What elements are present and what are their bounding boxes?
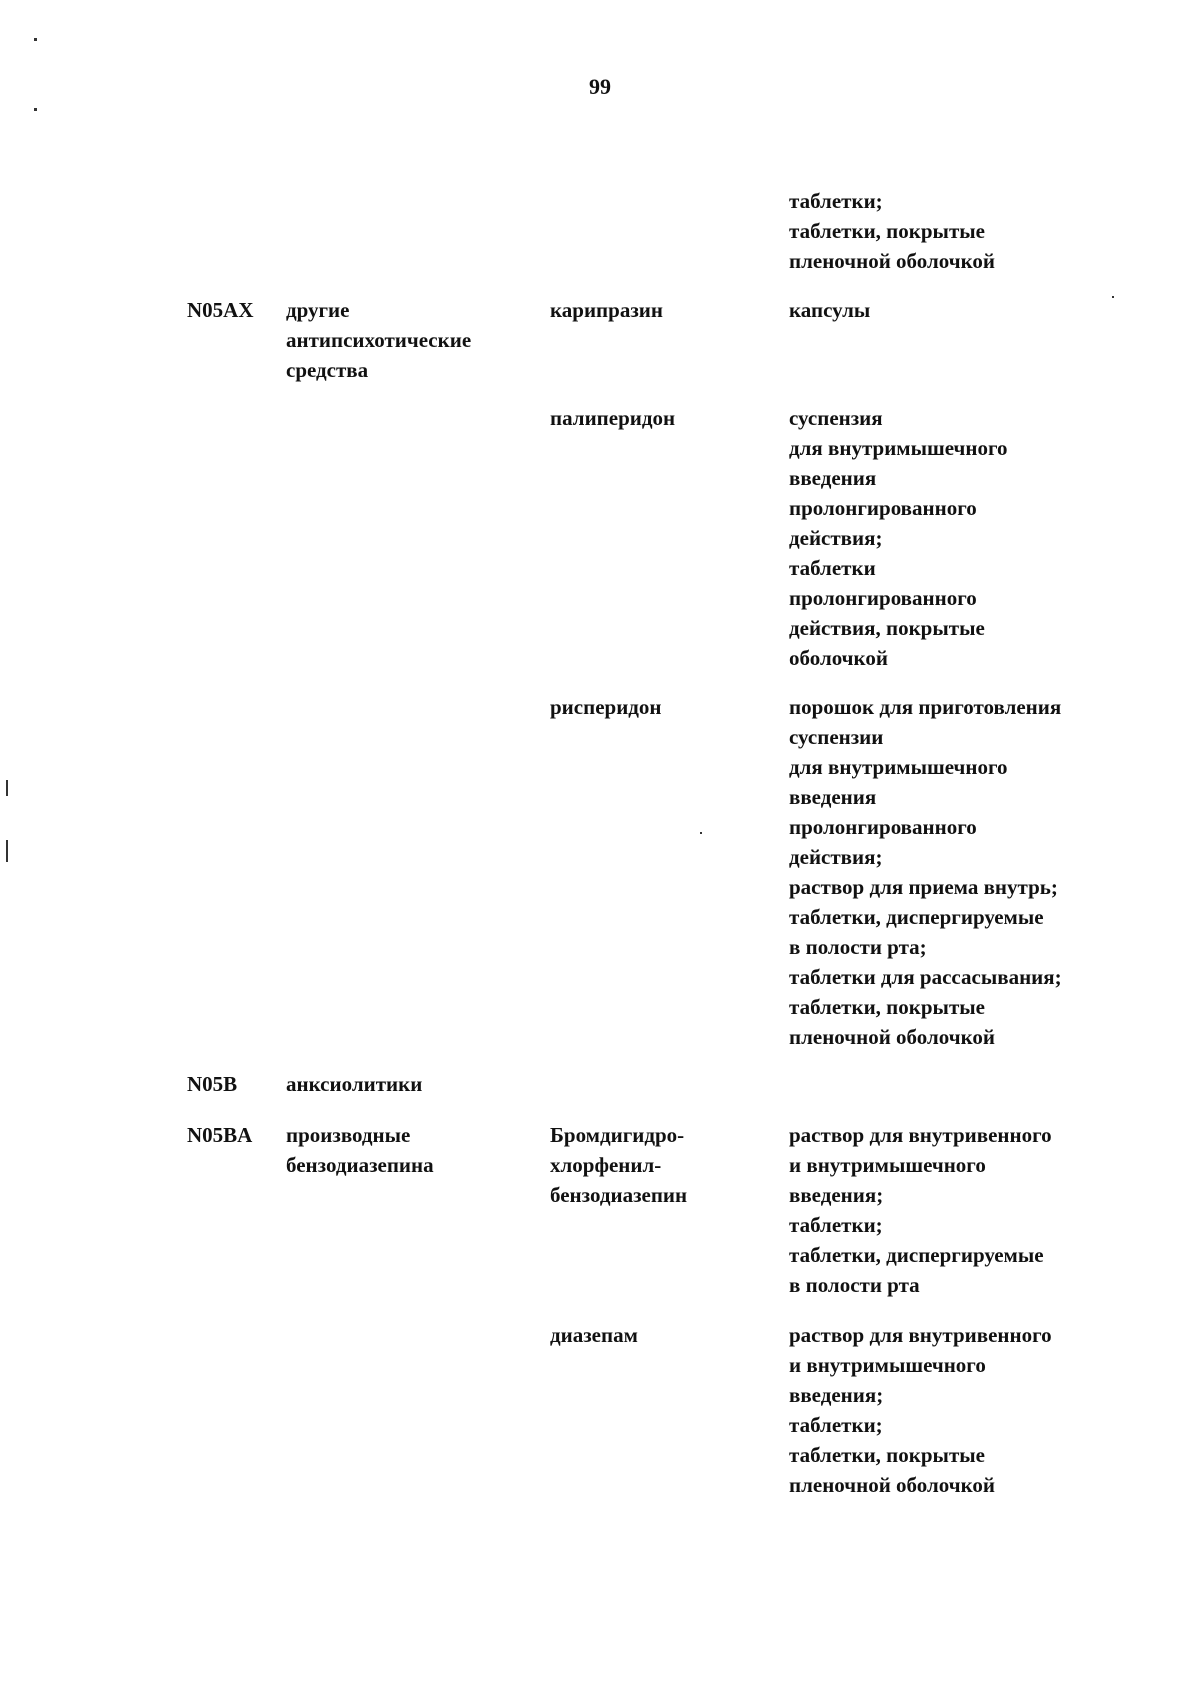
group-name: производные бензодиазепина — [286, 1123, 434, 1177]
dosage-forms: порошок для приготовления суспензии для внутримышечного введения пролонгированного действия; раствор для приема внутрь; таблетки, диспергируемые в полости рта; таблетки для рассасывания; таблетки, покрытые пленочной оболочкой — [789, 695, 1062, 1049]
atc-code: N05B — [187, 1072, 238, 1096]
scan-speck — [34, 108, 37, 111]
dosage-forms: раствор для внутривенного и внутримышечного введения; таблетки; таблетки, покрытые пленочной оболочкой — [789, 1323, 1052, 1497]
dosage-forms: раствор для внутривенного и внутримышечного введения; таблетки; таблетки, диспергируемые в полости рта — [789, 1123, 1052, 1297]
scan-speck — [6, 840, 8, 862]
scan-speck — [1112, 296, 1114, 298]
atc-code: N05BA — [187, 1123, 253, 1147]
scan-speck — [700, 832, 702, 834]
group-name: анксиолитики — [286, 1072, 423, 1096]
drug-name: карипразин — [550, 298, 663, 322]
dosage-forms: капсулы — [789, 298, 871, 322]
drug-name: Бромдигидро- хлорфенил- бензодиазепин — [550, 1123, 688, 1207]
scan-speck — [34, 38, 37, 41]
drug-name: рисперидон — [550, 695, 662, 719]
atc-code: N05AX — [187, 298, 254, 322]
dosage-forms: суспензия для внутримышечного введения пролонгированного действия; таблетки пролонгированного действия, покрытые оболочкой — [789, 406, 1008, 670]
group-name: другие антипсихотические средства — [286, 298, 472, 382]
page-number: 99 — [589, 74, 611, 99]
drug-name: диазепам — [550, 1323, 638, 1347]
scan-speck — [6, 780, 8, 796]
dosage-forms: таблетки; таблетки, покрытые пленочной оболочкой — [789, 189, 996, 273]
drug-name: палиперидон — [550, 406, 676, 430]
